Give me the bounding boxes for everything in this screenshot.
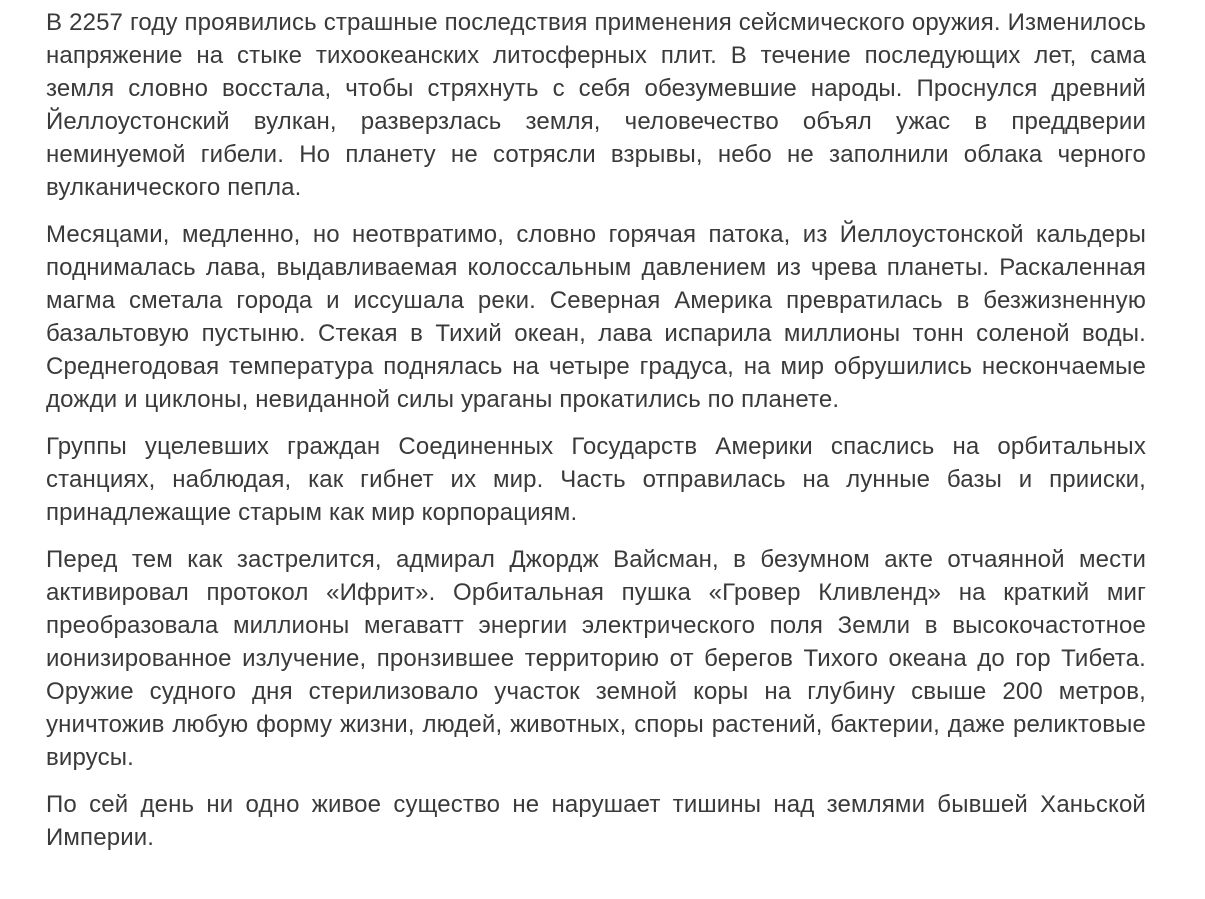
- paragraph: Месяцами, медленно, но неотвратимо, словно горячая патока, из Йеллоустонской кальдеры поднималась лава, выдавливаемая колоссальным давлением из чрева планеты. Раскаленная магма сметала города и иссушала реки. Северная Америка превратилась в безжизненную базальтовую пустыню. Стекая в Тихий океан, лава испарила миллионы тонн соленой воды. Среднегодовая температура поднялась на четыре градуса, на мир обрушились нескончаемые дожди и циклоны, невиданной силы ураганы прокатились по планете.: [46, 221, 1146, 413]
- paragraph: По сей день ни одно живое существо не нарушает тишины над землями бывшей Ханьской Империи.: [46, 791, 1146, 851]
- paragraph: В 2257 году проявились страшные последствия применения сейсмического оружия. Изменилось напряжение на стыке тихоокеанских литосферных плит. В течение последующих лет, сама земля словно восстала, чтобы стряхнуть с себя обезумевшие народы. Проснулся древний Йеллоустонский вулкан, разверзлась земля, человечество объял ужас в преддверии неминуемой гибели. Но планету не сотрясли взрывы, небо не заполнили облака черного вулканического пепла.: [46, 9, 1146, 201]
- article-body: [46, 6, 1146, 868]
- paragraph: Перед тем как застрелится, адмирал Джордж Вайсман, в безумном акте отчаянной мести активировал протокол «Ифрит». Орбитальная пушка «Гровер Кливленд» на краткий миг преобразовала миллионы мегаватт энергии электрического поля Земли в высокочастотное ионизированное излучение, пронзившее территорию от берегов Тихого океана до гор Тибета. Оружие судного дня стерилизовало участок земной коры на глубину свыше 200 метров, уничтожив любую форму жизни, людей, животных, споры растений, бактерии, даже реликтовые вирусы.: [46, 546, 1146, 771]
- paragraph: Группы уцелевших граждан Соединенных Государств Америки спаслись на орбитальных станциях, наблюдая, как гибнет их мир. Часть отправилась на лунные базы и прииски, принадлежащие старым как мир корпорациям.: [46, 433, 1146, 526]
